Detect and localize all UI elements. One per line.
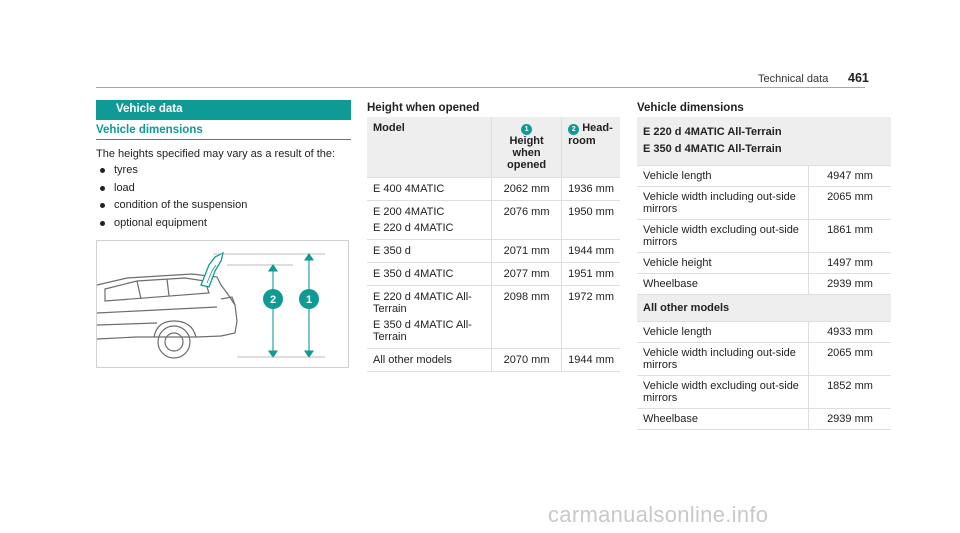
dimension-value: 4947 mm [809, 166, 892, 187]
header-height-when-opened [492, 117, 562, 178]
header-divider [96, 87, 865, 88]
watermark: carmanualsonline.info [548, 502, 769, 527]
headroom-cell: 1972 mm [562, 286, 620, 349]
table-row [367, 201, 620, 240]
headroom-cell: 1950 mm [562, 201, 620, 240]
height-cell: 2076 mm [492, 201, 562, 240]
dimension-label: Vehicle width excluding out-side mirrors [637, 220, 809, 253]
dimension-label: Vehicle height [637, 253, 809, 274]
table-row [637, 253, 891, 274]
height-cell: 2071 mm [492, 240, 562, 263]
dimension-label: Vehicle length [637, 322, 809, 343]
height-cell: 2070 mm [492, 349, 562, 372]
headroom-cell: 1936 mm [562, 178, 620, 201]
intro-text: The heights specified may vary as a result of the: [96, 148, 336, 160]
model-cell: E 350 d [367, 240, 492, 263]
table-row [367, 240, 620, 263]
model-cell [367, 286, 492, 349]
dimension-label: Vehicle width including out-side mirrors [637, 343, 809, 376]
dimension-value: 2939 mm [809, 274, 892, 295]
list-item: load [96, 182, 247, 200]
height-table-title: Height when opened [367, 102, 480, 114]
table-row [367, 286, 620, 349]
table-row [637, 322, 891, 343]
table-header-row [367, 117, 620, 178]
dimension-label: Vehicle length [637, 166, 809, 187]
height-cell: 2062 mm [492, 178, 562, 201]
header-headroom-label: Head-room [568, 122, 613, 147]
bullet-list [96, 164, 247, 234]
table-row [637, 343, 891, 376]
table-row [637, 187, 891, 220]
headroom-cell: 1951 mm [562, 263, 620, 286]
dimension-value: 2065 mm [809, 187, 892, 220]
height-cell: 2098 mm [492, 286, 562, 349]
table-row [637, 409, 891, 430]
car-tailgate-drawing [97, 241, 349, 368]
model-cell: E 400 4MATIC [367, 178, 492, 201]
page-header [0, 0, 960, 100]
header-height-label: Height when opened [507, 135, 547, 171]
dimension-label: Vehicle width including out-side mirrors [637, 187, 809, 220]
callout-1 [299, 289, 319, 309]
callout-2-badge: 2 [568, 124, 579, 135]
height-table [367, 117, 620, 372]
section-title: Technical data [758, 73, 829, 85]
svg-text:1: 1 [305, 294, 313, 306]
model-line: E 220 d 4MATIC [373, 222, 454, 234]
group-heading [637, 117, 891, 166]
dimension-label: Vehicle width excluding out-side mirrors [637, 376, 809, 409]
dimension-label: Wheelbase [637, 274, 809, 295]
list-item: optional equipment [96, 217, 247, 235]
headroom-cell: 1944 mm [562, 240, 620, 263]
header-headroom [562, 117, 620, 178]
callout-2 [263, 289, 283, 309]
dimensions-table [637, 117, 891, 430]
model-line: E 220 d 4MATIC All-Terrain [373, 291, 472, 315]
list-item: tyres [96, 164, 247, 182]
table-row [367, 349, 620, 372]
sub-heading-divider [96, 139, 351, 140]
table-row [637, 274, 891, 295]
model-cell: All other models [367, 349, 492, 372]
header-model: Model [367, 117, 492, 178]
model-line: E 200 4MATIC [373, 206, 445, 218]
group-heading-line: E 220 d 4MATIC All-Terrain [643, 126, 782, 138]
vehicle-illustration [96, 240, 349, 368]
callout-1-badge: 1 [521, 124, 532, 135]
group-heading: All other models [637, 295, 891, 322]
table-row [637, 376, 891, 409]
list-item: condition of the suspension [96, 199, 247, 217]
svg-text:2: 2 [269, 294, 277, 306]
section-bar: Vehicle data [96, 100, 351, 120]
model-line: E 350 d 4MATIC All-Terrain [373, 319, 472, 343]
table-row [367, 178, 620, 201]
dimension-value: 1861 mm [809, 220, 892, 253]
height-cell: 2077 mm [492, 263, 562, 286]
headroom-cell: 1944 mm [562, 349, 620, 372]
page-number: 461 [848, 71, 869, 85]
dimension-value: 1497 mm [809, 253, 892, 274]
table-row [637, 166, 891, 187]
dimensions-table-title: Vehicle dimensions [637, 102, 744, 114]
group-heading-line: E 350 d 4MATIC All-Terrain [643, 143, 782, 155]
dimension-value: 2065 mm [809, 343, 892, 376]
dimension-value: 2939 mm [809, 409, 892, 430]
dimension-label: Wheelbase [637, 409, 809, 430]
dimension-value: 1852 mm [809, 376, 892, 409]
sub-heading: Vehicle dimensions [96, 124, 203, 136]
group-heading-row [637, 117, 891, 166]
model-cell [367, 201, 492, 240]
dimension-value: 4933 mm [809, 322, 892, 343]
table-row [367, 263, 620, 286]
model-cell: E 350 d 4MATIC [367, 263, 492, 286]
table-row [637, 220, 891, 253]
group-heading-row [637, 295, 891, 322]
